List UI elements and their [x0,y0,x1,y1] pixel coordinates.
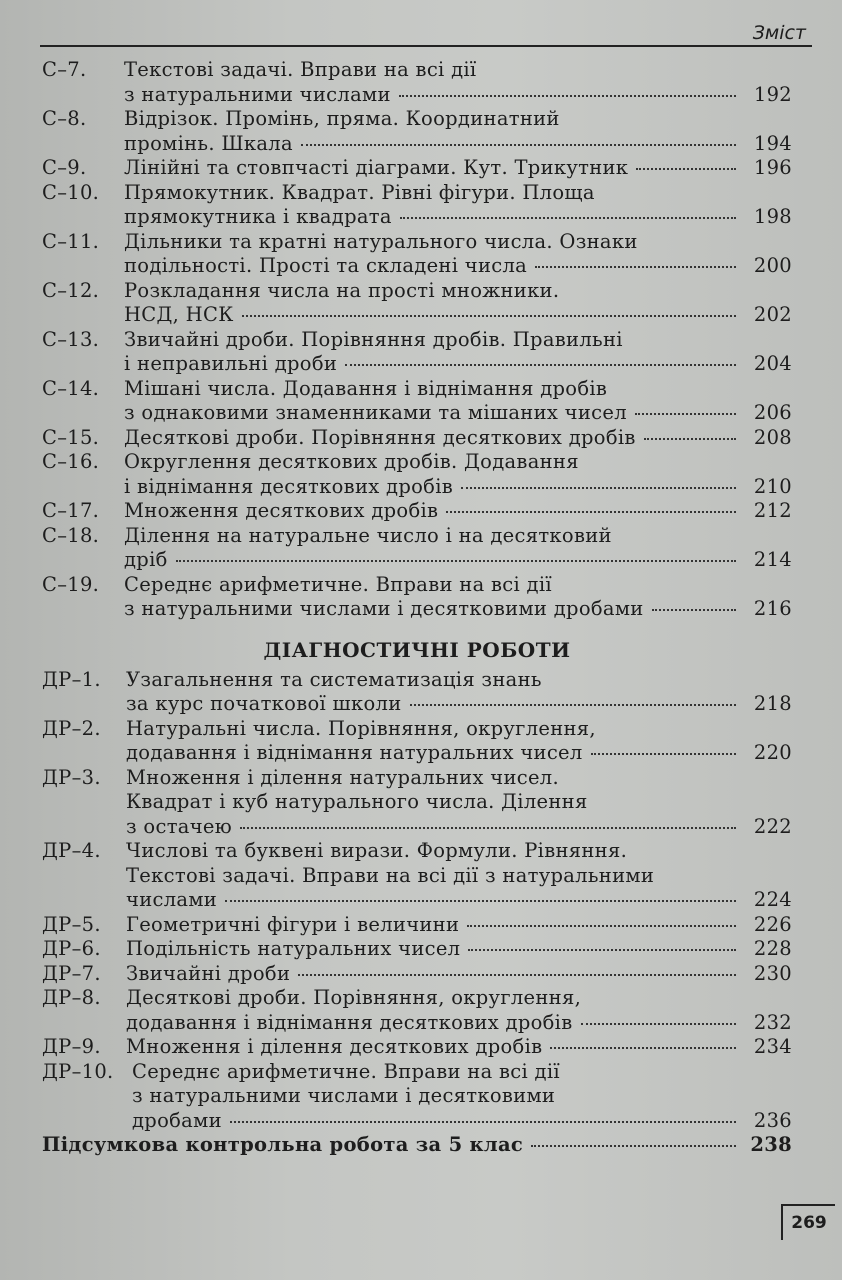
toc-entry-line: подільності. Прості та складені числа [124,254,528,277]
toc-entry-line: Розкладання числа на прості множники. [124,278,560,302]
toc-entry-line: з однаковими знаменниками та мішаних чисел [124,401,627,424]
toc-entry-code: С–17. [42,499,100,522]
toc-entry-code: С–8. [42,107,87,130]
toc-entry [42,181,792,230]
dot-leader [230,1121,736,1123]
dot-leader [446,511,736,513]
toc-entry-code: ДР–5. [42,912,101,936]
toc-entry [42,279,792,328]
dot-leader [531,1145,736,1147]
toc-entry-code: С–7. [42,58,87,81]
toc-entry-code: С–19. [42,572,100,596]
dot-leader [410,704,737,706]
toc-entry [42,913,792,938]
toc-entry-page: 222 [753,814,792,838]
toc-entry-line: Дільники та кратні натурального числа. Ознаки [124,229,638,253]
toc-entry-line: і неправильні дроби [124,352,338,375]
toc-entry-code: ДР–9. [42,1035,101,1058]
toc-entry-page: 218 [753,692,792,715]
toc-entry-line: Узагальнення та систематизація знань [126,667,542,691]
toc-entry-line: Мішані числа. Додавання і віднімання дробів [124,376,608,400]
toc-entry [42,426,792,451]
toc-entry-page: 210 [753,474,792,498]
toc-entry-line: Лінійні та стовпчасті діаграми. Кут. Трикутник [124,156,629,179]
page-number: 269 [781,1204,835,1240]
toc-entry-line: Множення десяткових дробів [124,499,439,522]
toc-entry [42,58,792,107]
dot-leader [591,753,736,755]
toc-entry [42,668,792,717]
toc-entry-line: з натуральними числами [124,82,391,106]
dot-leader [467,925,736,927]
toc-entry [42,717,792,766]
toc-entry-line: Подільність натуральних чисел [126,937,461,960]
toc-entry-line: Ділення на натуральне число і на десятковий [124,523,612,547]
dot-leader [400,217,736,219]
header-rule [40,45,812,47]
toc-entry-page: 208 [753,425,792,449]
toc-entry [42,937,792,962]
toc-entry-page: 238 [750,1133,792,1156]
toc-entry-line: Середнє арифметичне. Вправи на всі дії [124,572,552,596]
toc-entry-line: Прямокутник. Квадрат. Рівні фігури. Площа [124,180,595,204]
toc-entry-code: С–12. [42,278,100,302]
toc-entry-page: 200 [753,254,792,277]
toc-entry-line: Звичайні дроби. Порівняння дробів. Правильні [124,327,623,351]
toc-entry-code: С–14. [42,376,100,400]
section-title-diagnostic: ДІАГНОСТИЧНІ РОБОТИ [263,637,571,662]
toc-entry-line: Десяткові дроби. Порівняння, округлення, [126,986,582,1009]
toc-entry-page: 228 [753,937,792,960]
dot-leader [652,609,736,611]
toc-entry-page: 212 [753,499,792,522]
dot-leader [240,827,736,829]
toc-entry-page: 202 [753,303,792,326]
toc-entry [42,766,792,840]
toc-entry-page: 226 [753,912,792,936]
toc-entry-code: ДР–7. [42,961,101,985]
toc-entry [42,377,792,426]
toc-entry-code: ДР–10. [42,1059,114,1083]
toc-entry-line: Геометричні фігури і величини [126,912,460,936]
toc-entry-code: С–11. [42,229,100,253]
toc-section-independent-works [42,58,792,622]
toc-entry-line: з натуральними числами і десятковими дробами [124,597,644,620]
toc-entry [42,328,792,377]
toc-entry-page: 198 [753,205,792,228]
toc-entry-line: Квадрат і куб натурального числа. Ділення [126,790,588,813]
toc-entry-page: 196 [753,156,792,179]
toc-entry-line: НСД, НСК [124,303,234,326]
dot-leader [298,974,736,976]
toc-entry-code: С–18. [42,523,100,547]
toc-entry-line: з натуральними числами і десятковими [132,1084,556,1107]
toc-entry-line: Множення і ділення натуральних чисел. [126,765,559,789]
toc-entry-line: Текстові задачі. Вправи на всі дії [124,58,477,81]
toc-section-diagnostic-works [42,668,792,1134]
toc-entry [42,499,792,524]
running-header-title: Зміст [752,22,806,44]
toc-entry-code: ДР–1. [42,667,101,691]
toc-entry-line: Звичайні дроби [126,961,291,985]
toc-entry-line: з остачею [126,814,233,838]
dot-leader [581,1023,737,1025]
dot-leader [644,438,736,440]
toc-entry-final-test [42,1133,792,1158]
toc-entry-line: промінь. Шкала [124,131,293,155]
dot-leader [301,144,736,146]
toc-entry-line: прямокутника і квадрата [124,205,392,228]
toc-entry-line: Округлення десяткових дробів. Додавання [124,450,579,473]
toc-entry-code: С–10. [42,180,100,204]
toc-entry-line: числами [126,888,218,911]
dot-leader [461,487,736,489]
dot-leader [345,364,736,366]
toc-entry-code: С–13. [42,327,100,351]
toc-entry-code: ДР–3. [42,765,101,789]
dot-leader [225,900,736,902]
toc-entry-code: С–9. [42,156,87,179]
dot-leader [636,168,736,170]
toc-entry-code: С–15. [42,425,100,449]
toc-entry-line: додавання і віднімання натуральних чисел [126,741,583,764]
toc-entry-page: 224 [753,888,792,911]
toc-entry-line: дробами [132,1108,222,1132]
toc-entry-page: 194 [753,131,792,155]
dot-leader [535,266,736,268]
toc-entry-line: Натуральні числа. Порівняння, округлення, [126,716,596,740]
dot-leader [468,949,736,951]
toc-entry-page: 230 [753,961,792,985]
toc-entry-line: Десяткові дроби. Порівняння десяткових дробів [124,425,636,449]
toc-entry-page: 214 [753,548,792,571]
toc-entry [42,156,792,181]
dot-leader [399,95,736,97]
toc-entry-line: і віднімання десяткових дробів [124,474,454,498]
toc-entry [42,450,792,499]
toc-entry-page: 236 [753,1108,792,1132]
toc-entry-page: 206 [753,401,792,424]
toc-entry-line: Множення і ділення десяткових дробів [126,1035,543,1058]
toc-entry [42,1035,792,1060]
dot-leader [635,413,736,415]
toc-entry-page: 234 [753,1035,792,1058]
toc-entry [42,107,792,156]
toc-entry [42,962,792,987]
toc-entry-code: ДР–4. [42,839,101,862]
toc-entry [42,1060,792,1134]
dot-leader [176,560,736,562]
dot-leader [242,315,736,317]
toc-entry-code: ДР–2. [42,716,101,740]
toc-entry-line: Відрізок. Промінь, пряма. Координатний [124,107,560,130]
toc-entry [42,573,792,622]
toc-entry-line: Числові та буквені вирази. Формули. Рівняння. [126,839,628,862]
toc-entry-line: за курс початкової школи [126,692,402,715]
toc-entry-page: 216 [753,597,792,620]
toc-entry-line: Текстові задачі. Вправи на всі дії з натуральними [126,863,655,887]
toc-entry [42,230,792,279]
toc-entry-page: 220 [753,741,792,764]
toc-entry [42,524,792,573]
toc-entry-line: додавання і віднімання десяткових дробів [126,1010,573,1034]
toc-entry-code: С–16. [42,450,100,473]
toc-entry-code: ДР–8. [42,986,101,1009]
toc-entry [42,986,792,1035]
table-of-contents [42,58,792,1158]
toc-entry-page: 204 [753,352,792,375]
dot-leader [550,1047,736,1049]
toc-entry [42,839,792,913]
toc-entry-line: Середнє арифметичне. Вправи на всі дії [132,1059,560,1083]
toc-entry-title: Підсумкова контрольна робота за 5 клас [42,1133,524,1156]
toc-entry-code: ДР–6. [42,937,101,960]
toc-entry-page: 192 [753,82,792,106]
toc-entry-line: дріб [124,548,168,571]
toc-entry-page: 232 [753,1010,792,1034]
